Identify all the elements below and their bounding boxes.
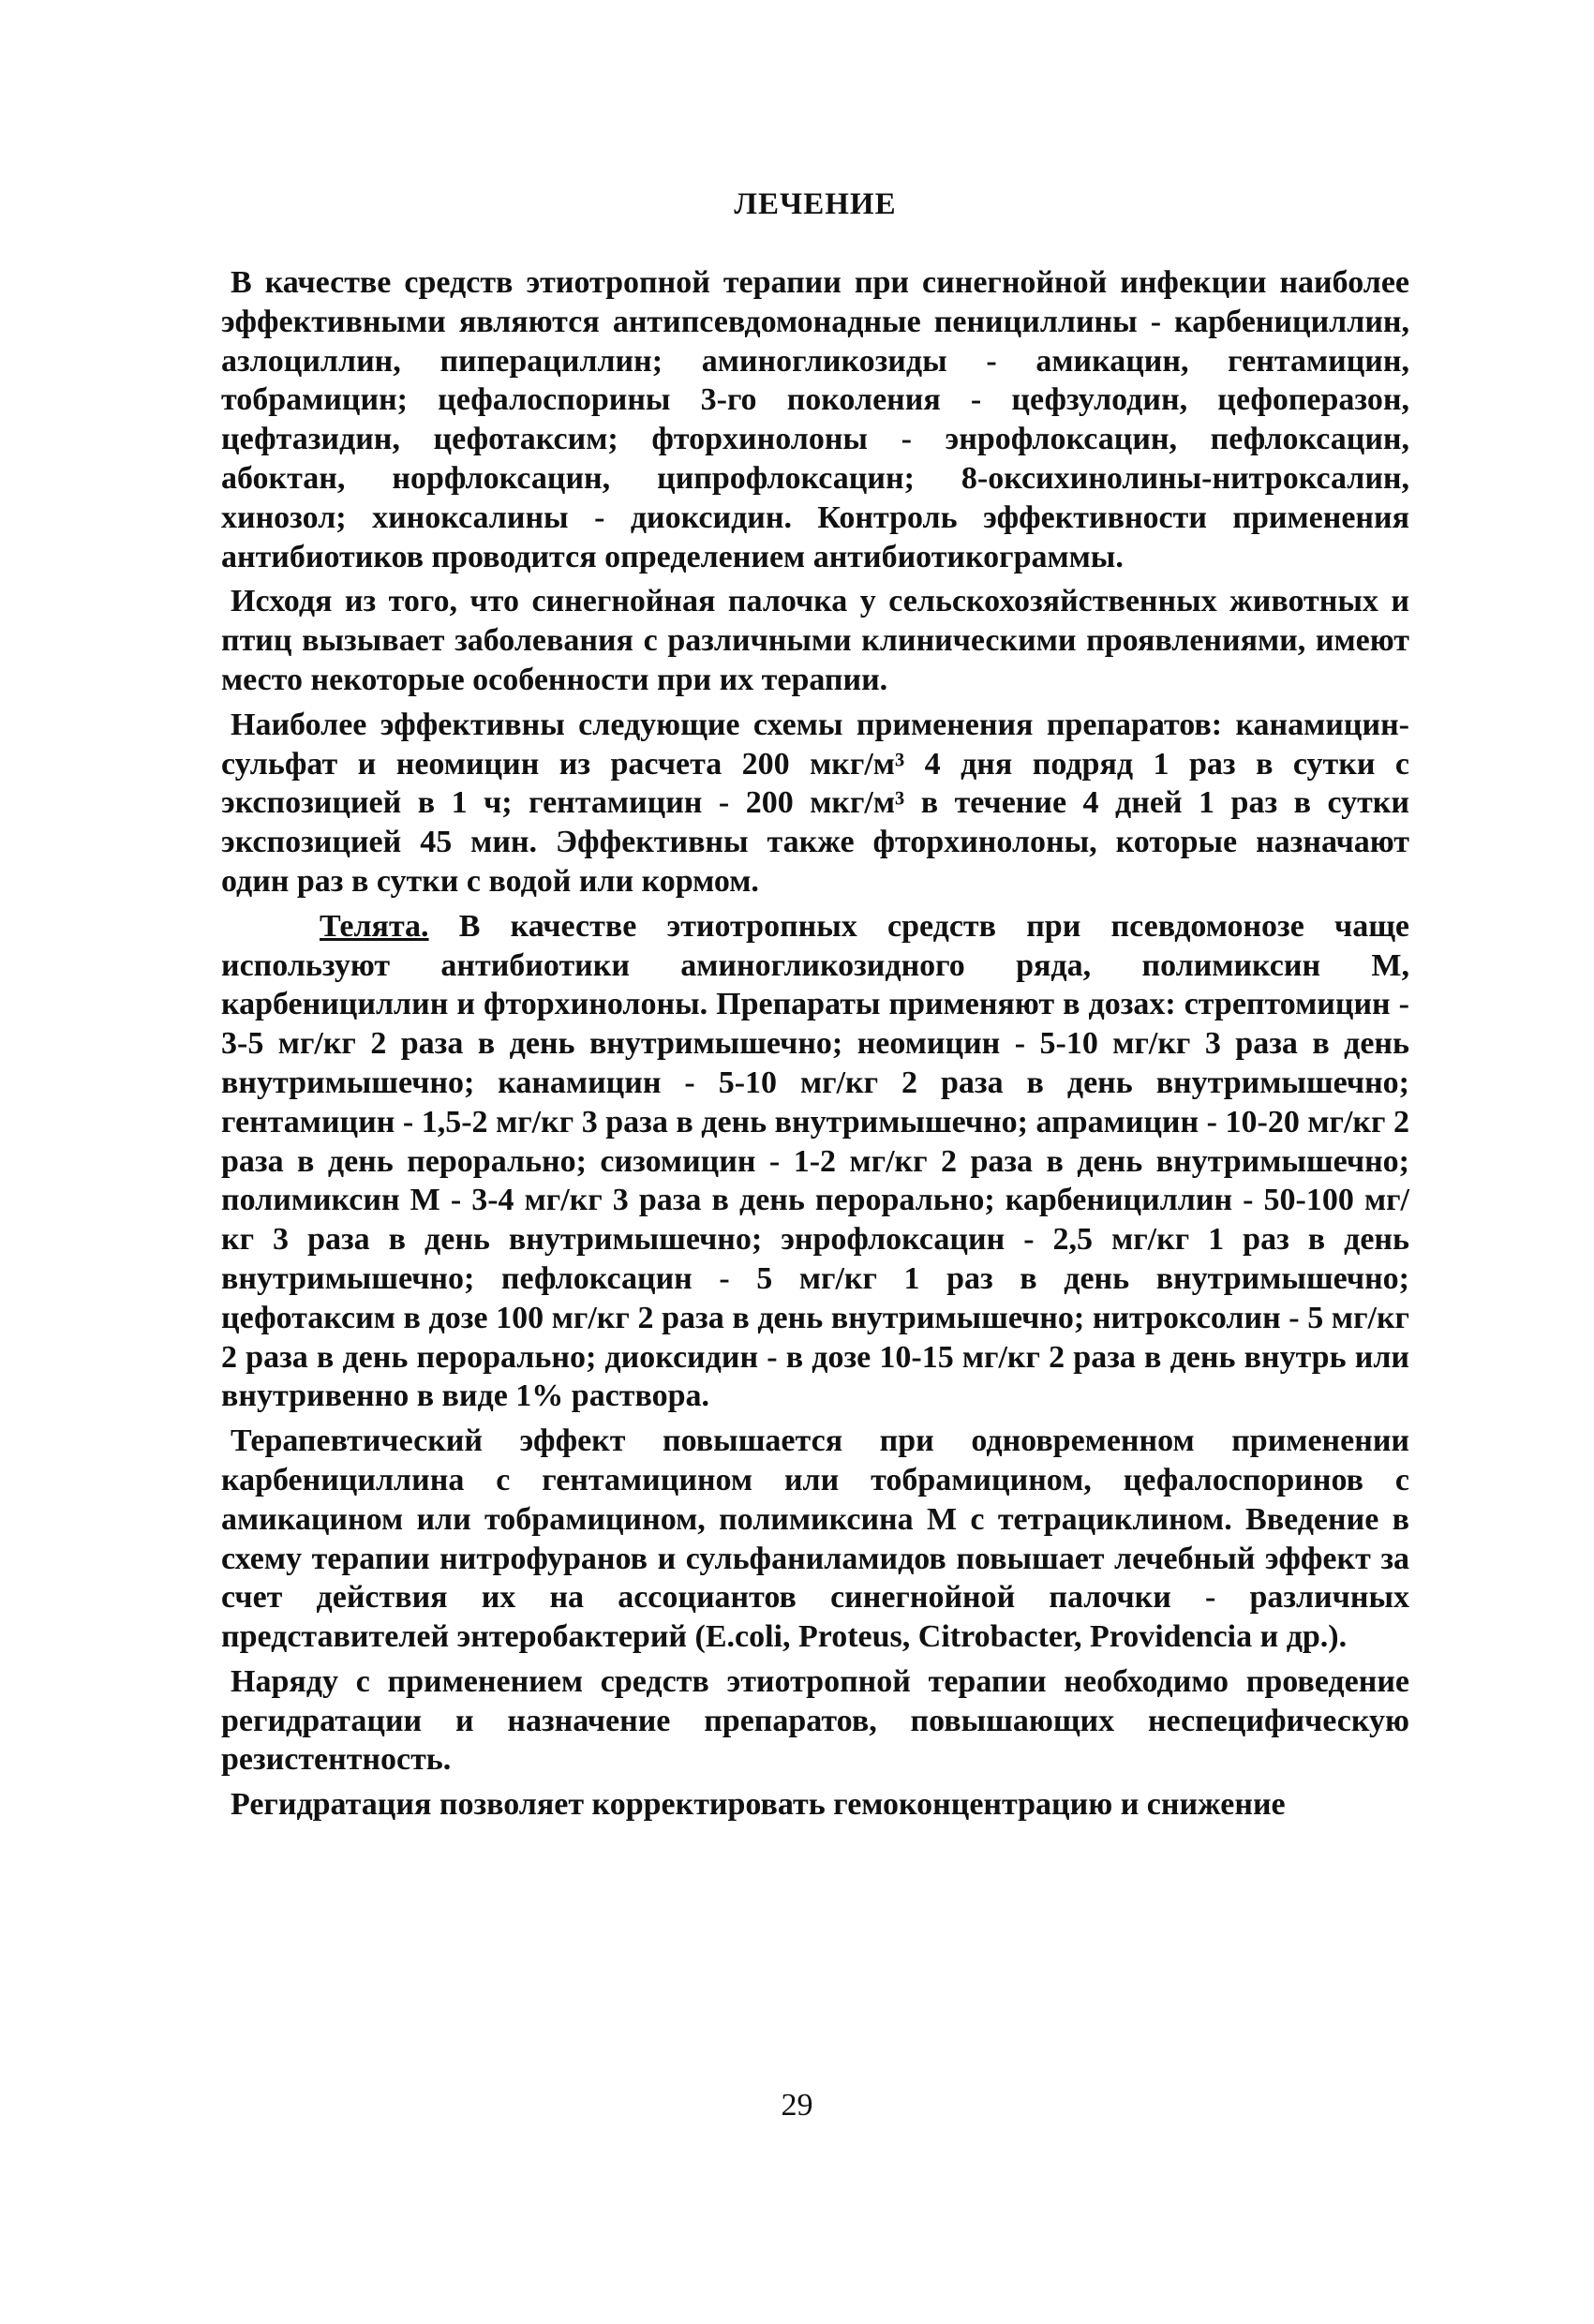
paragraph-rehydration: Регидратация позволяет корректировать гемоконцентрацию и снижение — [231, 1787, 1286, 1823]
paragraph-features: Исходя из того, что синегнойная палочка у сельскохозяйственных животных и птиц вызывает заболевания с различными клиническими проявлениями, имеют место некоторые особенности при их терапии. — [221, 584, 1409, 697]
page-body — [221, 187, 1409, 1830]
paragraph-calves — [221, 907, 1409, 1416]
calves-text: В качестве этиотропных средств при псевдомонозе чаще используют антибиотики аминогликозидного ряда, полимиксин М, карбенициллин и фторхинолоны. Препараты применяют в дозах: стрептомицин - 3-5 мг/кг 2 раза в день внутримышечно; неомицин - 5-10 мг/кг 3 раза в день внутримышечно; канамицин - 5-10 мг/кг 2 раза в день внутримышечно; гентамицин - 1,5-2 мг/кг 3 раза в день внутримышечно; апрамицин - 10-20 мг/кг 2 раза в день перорально; сизомицин - 1-2 мг/кг 2 раза в день внутримышечно; полимиксин М - 3-4 мг/кг 3 раза в день перорально; карбенициллин - 50-100 мг/кг 3 раза в день внутримышечно; энрофлоксацин - 2,5 мг/кг 1 раз в день внутримышечно; пефлоксацин - 5 мг/кг 1 раз в день внутримышечно; цефотаксим в дозе 100 мг/кг 2 раза в день внутримышечно; нитроксолин - 5 мг/кг 2 раза в день перорально; диоксидин - в дозе 10-15 мг/кг 2 раза в день внутрь или внутривенно в виде 1% раствора. — [221, 908, 1409, 1414]
paragraph-therapeutic-effect: Терапевтический эффект повышается при одновременном применении карбенициллина с гентамицином или тобрамицином, цефалоспоринов с амикацином или тобрамицином, полимиксина М с тетрациклином. Введение в схему терапии нитрофуранов и сульфаниламидов повышает лечебный эффект за счет действия их на ассоциантов синегнойной палочки - различных представителей энтеробактерий (E.coli, Proteus, Citrobacter, Providencia и др.). — [221, 1423, 1409, 1655]
paragraph-rehydration-intro: Наряду с применением средств этиотропной терапии необходимо проведение регидратации и назначение препаратов, повышающих неспецифическую резистентность. — [221, 1663, 1409, 1778]
paragraph-schemes: Наиболее эффективны следующие схемы применения препаратов: канамицин-сульфат и неомицин из расчета 200 мкг/м³ 4 дня подряд 1 раз в сутки с экспозицией в 1 ч; гентамицин - 200 мкг/м³ в течение 4 дней 1 раз в сутки экспозицией 45 мин. Эффективны также фторхинолоны, которые назначают один раз в сутки с водой или кормом. — [221, 707, 1409, 899]
calves-label: Телята. — [320, 908, 429, 944]
section-title: ЛЕЧЕНИЕ — [734, 187, 897, 221]
paragraph-antibiotics-list: В качестве средств этиотропной терапии при синегнойной инфекции наиболее эффективными являются антипсевдомонадные пенициллины - карбенициллин, азлоциллин, пиперациллин; аминогликозиды - амикацин, гентамицин, тобрамицин; цефалоспорины 3-го поколения - цефзулодин, цефоперазон, цефтазидин, цефотаксим; фторхинолоны - энрофлоксацин, пефлоксацин, абоктан, норфлоксацин, ципрофлоксацин; 8-оксихинолины-нитроксалин, хинозол; хиноксалины - диоксидин. Контроль эффективности применения антибиотиков проводится определением антибиотикограммы. — [221, 265, 1409, 574]
page-number: 29 — [781, 2088, 813, 2123]
